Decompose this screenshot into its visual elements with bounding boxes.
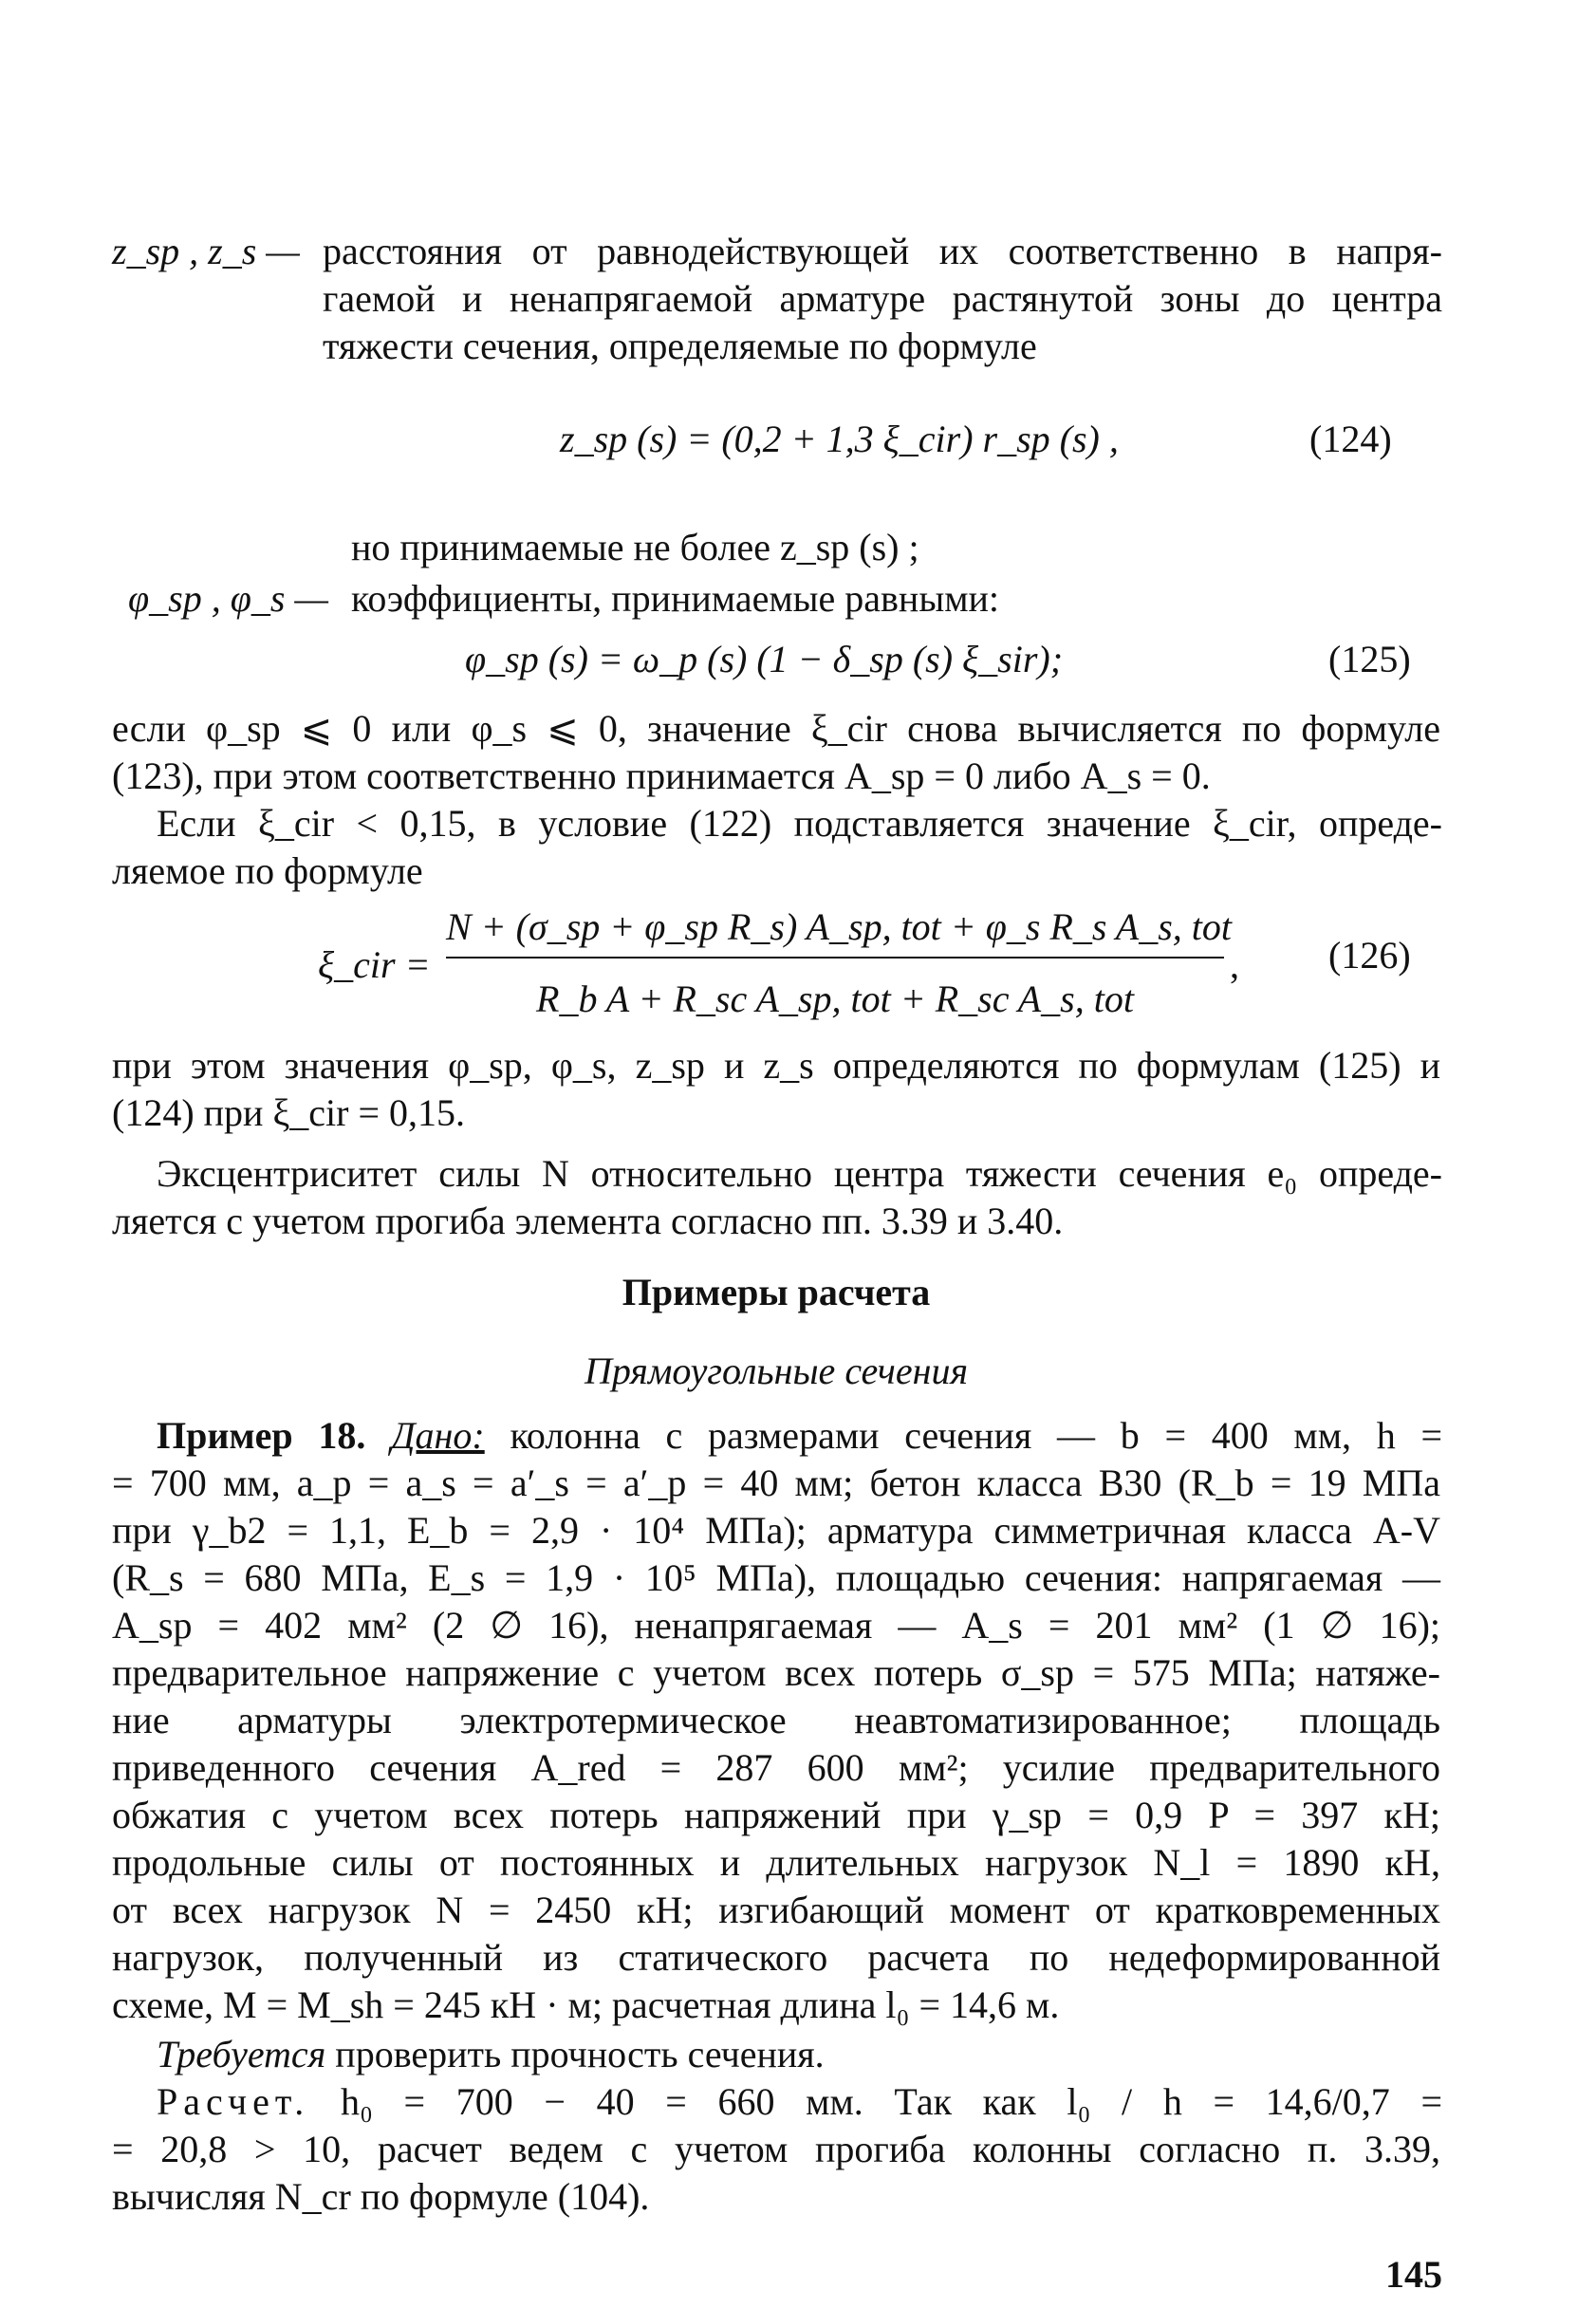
example-text-line: продольные силы от постоянных и длительных нагрузок N_l = 1890 кН, (112, 1841, 1440, 1884)
definition-term-zsp-zs: z_sp , z_s — (112, 230, 300, 272)
equation-126-lhs: ξ_cir = (318, 943, 431, 986)
equation-126-numerator: N + (σ_sp + φ_sp R_s) A_sp, tot + φ_s R_s A_s, tot (446, 905, 1232, 948)
paragraph-line: ляется с учетом прогиба элемента согласно пп. 3.39 и 3.40. (112, 1200, 1064, 1242)
example-text-line: обжатия с учетом всех потерь напряжений при γ_sp = 0,9 P = 397 кН; (112, 1794, 1440, 1836)
example-text-line: при γ_b2 = 1,1, E_b = 2,9 · 10⁴ МПа); арматура симметричная класса A-V (112, 1509, 1440, 1552)
example-text-line: (R_s = 680 МПа, E_s = 1,9 · 10⁵ МПа), площадью сечения: напрягаемая — (112, 1556, 1440, 1599)
calc-text-line: h₀ = 700 − 40 = 660 мм. Так как l₀ / h = 14,6/0,7 = (340, 2080, 1442, 2123)
definition-text-line: коэффициенты, принимаемые равными: (351, 577, 1000, 620)
paragraph-line: (123), при этом соответственно принимается A_sp = 0 либо A_s = 0. (112, 754, 1211, 797)
example-text-line: A_sp = 402 мм² (2 ∅ 16), ненапрягаемая — A_s = 201 мм² (1 ∅ 16); (112, 1604, 1440, 1647)
section-heading: Примеры расчета (622, 1271, 931, 1313)
example-text-line: схеме, M = M_sh = 245 кН · м; расчетная длина l₀ = 14,6 м. (112, 1983, 1060, 2026)
example-text-line: предварительное напряжение с учетом всех потерь σ_sp = 575 МПа; натяже- (112, 1651, 1440, 1694)
equation-125: φ_sp (s) = ω_p (s) (1 − δ_sp (s) ξ_sir); (465, 638, 1064, 680)
paragraph-line: (124) при ξ_cir = 0,15. (112, 1091, 466, 1134)
equation-126-comma: , (1230, 943, 1239, 986)
calc-first-line (157, 2078, 1442, 2126)
paragraph-line: если φ_sp ⩽ 0 или φ_s ⩽ 0, значение ξ_cir снова вычисляется по формуле (112, 707, 1440, 750)
definition-text-line: расстояния от равнодействующей их соответственно в напря- (323, 230, 1442, 272)
required-word: Требуется (157, 2033, 326, 2075)
fraction-bar (446, 957, 1224, 959)
example-text-line: приведенного сечения A_red = 287 600 мм²; усилие предварительного (112, 1746, 1440, 1789)
example-text-line: ние арматуры электротермическое неавтоматизированное; площадь (112, 1699, 1440, 1741)
example-text-line: от всех нагрузок N = 2450 кН; изгибающий момент от кратковременных (112, 1889, 1440, 1931)
calc-text-line: = 20,8 > 10, расчет ведем с учетом прогиба колонны согласно п. 3.39, (112, 2128, 1440, 2170)
example-18-first-line (157, 1412, 1442, 1460)
example-text-line: колонна с размерами сечения — b = 400 мм, h = (510, 1414, 1443, 1457)
example-text-line: нагрузок, полученный из статического расчета по недеформированной (112, 1936, 1440, 1979)
equation-number-124: (124) (1309, 418, 1392, 460)
paragraph-line: Если ξ_cir < 0,15, в условие (122) подставляется значение ξ_cir, опреде- (157, 802, 1442, 845)
definition-text-line: гаемой и ненапрягаемой арматуре растянутой зоны до центра (323, 277, 1442, 320)
calc-text-line: вычисляя N_cr по формуле (104). (112, 2175, 650, 2218)
definition-term-phi: φ_sp , φ_s — (128, 577, 328, 620)
equation-number-125: (125) (1328, 638, 1411, 680)
equation-124: z_sp (s) = (0,2 + 1,3 ξ_cir) r_sp (s) , (560, 418, 1119, 460)
required-text: проверить прочность сечения. (335, 2033, 825, 2075)
paragraph-line: Эксцентриситет силы N относительно центра тяжести сечения e₀ опреде- (157, 1152, 1442, 1195)
paragraph-line: при этом значения φ_sp, φ_s, z_sp и z_s определяются по формулам (125) и (112, 1044, 1440, 1087)
required-line (157, 2031, 1442, 2078)
calc-word: Расчет. (157, 2080, 310, 2123)
equation-124-note: но принимаемые не более z_sp (s) ; (351, 526, 919, 568)
paragraph-line: ляемое по формуле (112, 849, 423, 892)
definition-text-line: тяжести сечения, определяемые по формуле (323, 325, 1037, 367)
equation-126-denominator: R_b A + R_sc A_sp, tot + R_sc A_s, tot (536, 977, 1134, 1020)
example-given-label: Дано: (391, 1414, 485, 1457)
subsection-heading: Прямоугольные сечения (584, 1349, 969, 1392)
example-label: Пример 18. (157, 1414, 366, 1457)
page-number: 145 (1385, 2253, 1442, 2296)
equation-number-126: (126) (1328, 934, 1411, 977)
example-text-line: = 700 мм, a_p = a_s = a′_s = a′_p = 40 мм; бетон класса B30 (R_b = 19 МПа (112, 1461, 1440, 1504)
